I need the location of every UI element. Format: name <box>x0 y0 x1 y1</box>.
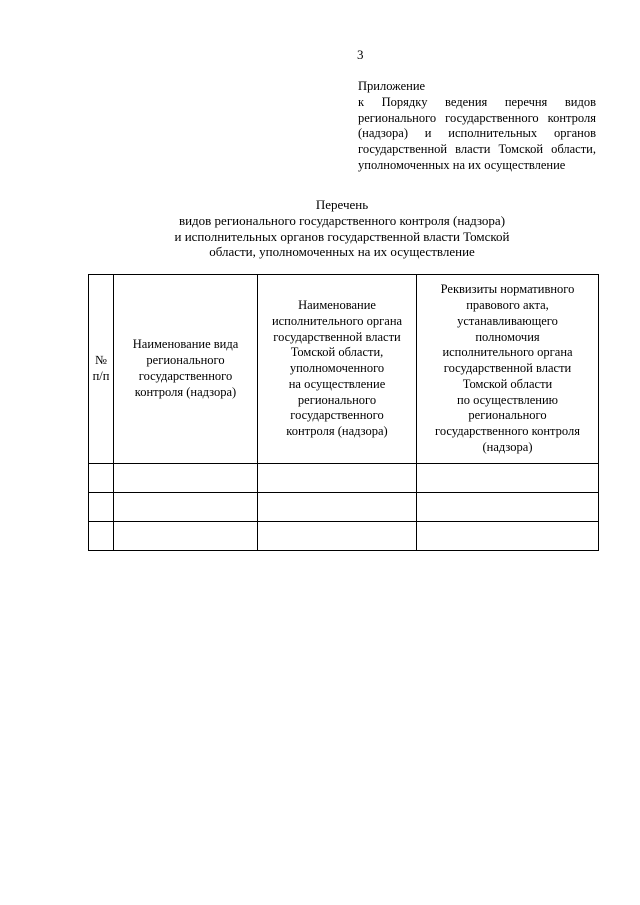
header-line: регионального <box>297 392 377 407</box>
appendix-line: (надзора) и исполнительных органов <box>358 126 596 141</box>
header-line: Томской области, <box>290 345 384 360</box>
header-line: государственной власти <box>443 361 572 376</box>
table-cell <box>258 522 417 551</box>
appendix-line: к Порядку ведения перечня видов <box>358 94 596 109</box>
header-legal-act <box>417 275 599 464</box>
appendix-line: регионального государственного контроля <box>358 110 596 125</box>
table-cell <box>258 493 417 522</box>
table-cell <box>417 493 599 522</box>
document-title <box>140 197 544 260</box>
header-control-type <box>114 275 258 464</box>
header-line: государственного <box>290 408 384 423</box>
header-line: Реквизиты нормативного <box>440 282 575 297</box>
header-line: полномочия <box>475 329 540 344</box>
header-line: государственной власти <box>273 329 401 344</box>
header-line: исполнительного органа <box>442 345 573 360</box>
table-cell <box>114 522 258 551</box>
header-line: правового акта, <box>466 297 549 312</box>
header-line: уполномоченного <box>289 361 385 376</box>
table-cell <box>258 464 417 493</box>
table-cell <box>89 522 114 551</box>
table-cell <box>417 464 599 493</box>
header-line: Наименование вида <box>132 337 239 352</box>
document-title-line: Перечень <box>315 197 369 212</box>
header-line: на осуществление <box>288 376 386 391</box>
page-number: 3 <box>357 47 364 62</box>
header-line: по осуществлению <box>457 392 558 407</box>
header-executive-body <box>258 275 417 464</box>
header-number <box>89 275 114 464</box>
table-cell <box>89 493 114 522</box>
header-line: государственного <box>138 369 233 383</box>
header-line: регионального <box>468 408 547 423</box>
header-line: (надзора) <box>482 440 533 455</box>
header-line: регионального <box>146 353 225 368</box>
header-line: контроля (надзора) <box>286 424 388 439</box>
document-title-line: и исполнительных органов государственной власти Томской <box>174 228 510 244</box>
header-line: исполнительного органа <box>271 313 403 328</box>
header-line: Наименование <box>298 297 376 312</box>
document-title-line: видов регионального государственного контроля (надзора) <box>178 212 506 228</box>
header-line: государственного контроля <box>435 424 580 439</box>
header-line: п/п <box>92 369 110 383</box>
header-line: № <box>95 353 107 368</box>
table-cell <box>417 522 599 551</box>
document-title-line: области, уполномоченных на их осуществление <box>209 244 475 260</box>
table-row <box>89 464 599 493</box>
appendix-title: Приложение <box>358 79 426 93</box>
table-header-row <box>89 275 599 464</box>
table-row <box>89 493 599 522</box>
appendix-line: уполномоченных на их осуществление <box>358 157 566 172</box>
header-line: контроля (надзора) <box>134 384 237 399</box>
table-row <box>89 522 599 551</box>
table-cell <box>114 493 258 522</box>
control-types-table <box>88 274 599 551</box>
appendix-line: государственной власти Томской области, <box>358 142 596 157</box>
table-cell <box>114 464 258 493</box>
header-line: устанавливающего <box>457 313 558 328</box>
appendix-block <box>358 79 596 174</box>
header-line: Томской области <box>462 376 553 391</box>
table-cell <box>89 464 114 493</box>
